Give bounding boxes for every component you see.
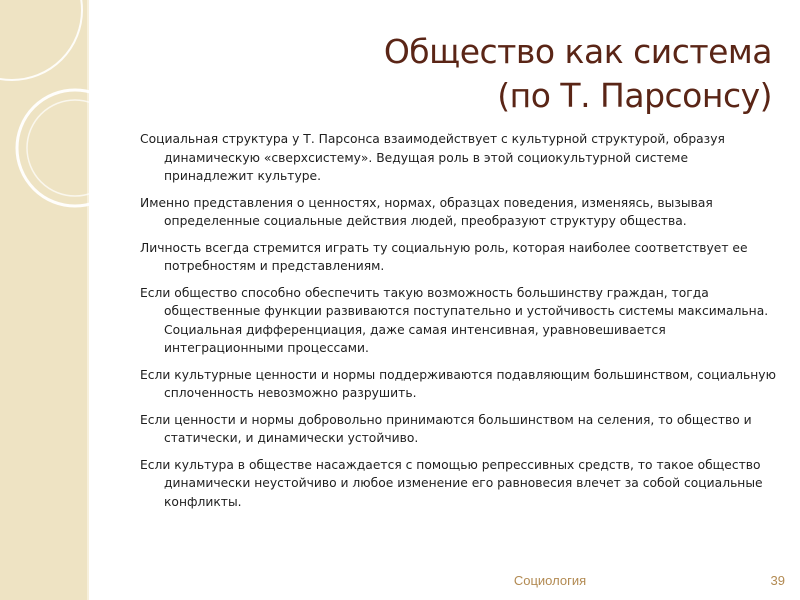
slide-title-line-2: (по Т. Парсонсу) — [497, 76, 772, 115]
paragraph-cohesion: Если культурные ценности и нормы поддерживаются подавляющим большинством, социальную сплоченность невозможно разрушить. — [140, 367, 776, 400]
slide-title — [212, 30, 772, 118]
paragraph-repressive-culture: Если культура в обществе насаждается с помощью репрессивных средств, то такое общество динамически неустойчиво и любое изменение его равновесия влечет за собой социальные конфликты. — [140, 457, 763, 509]
paragraph-structure: Социальная структура у Т. Парсонса взаимодействует с культурной структурой, образуя динамическую «сверхсистему». Ведущая роль в этой социокультурной системе принадлежит культуре. — [140, 132, 725, 183]
paragraph-stability: Если ценности и нормы добровольно принимаются большинством на селения, то общество и статически, и динамически устойчиво. — [140, 412, 752, 445]
paragraph-society-functions: Если общество способно обеспечить такую возможность большинству граждан, тогда общественные функции развиваются поступательно и устойчивость системы максимальна. Социальная дифференциация, даже самая интенсивная, уравновешивается интеграционными процессами. — [140, 285, 769, 355]
footer-subject: Социология — [513, 573, 587, 588]
slide-body — [140, 130, 780, 519]
slide-title-line-1: Общество как система — [383, 32, 772, 71]
paragraph-values: Именно представления о ценностях, нормах, образцах поведения, изменяясь, вызывая определенные социальные действия людей, преобразуют структуру общества. — [140, 195, 713, 228]
page-number: 39 — [770, 573, 785, 588]
paragraph-personality: Личность всегда стремится играть ту социальную роль, которая наиболее соответствует ее потребностям и представлениям. — [140, 240, 748, 273]
